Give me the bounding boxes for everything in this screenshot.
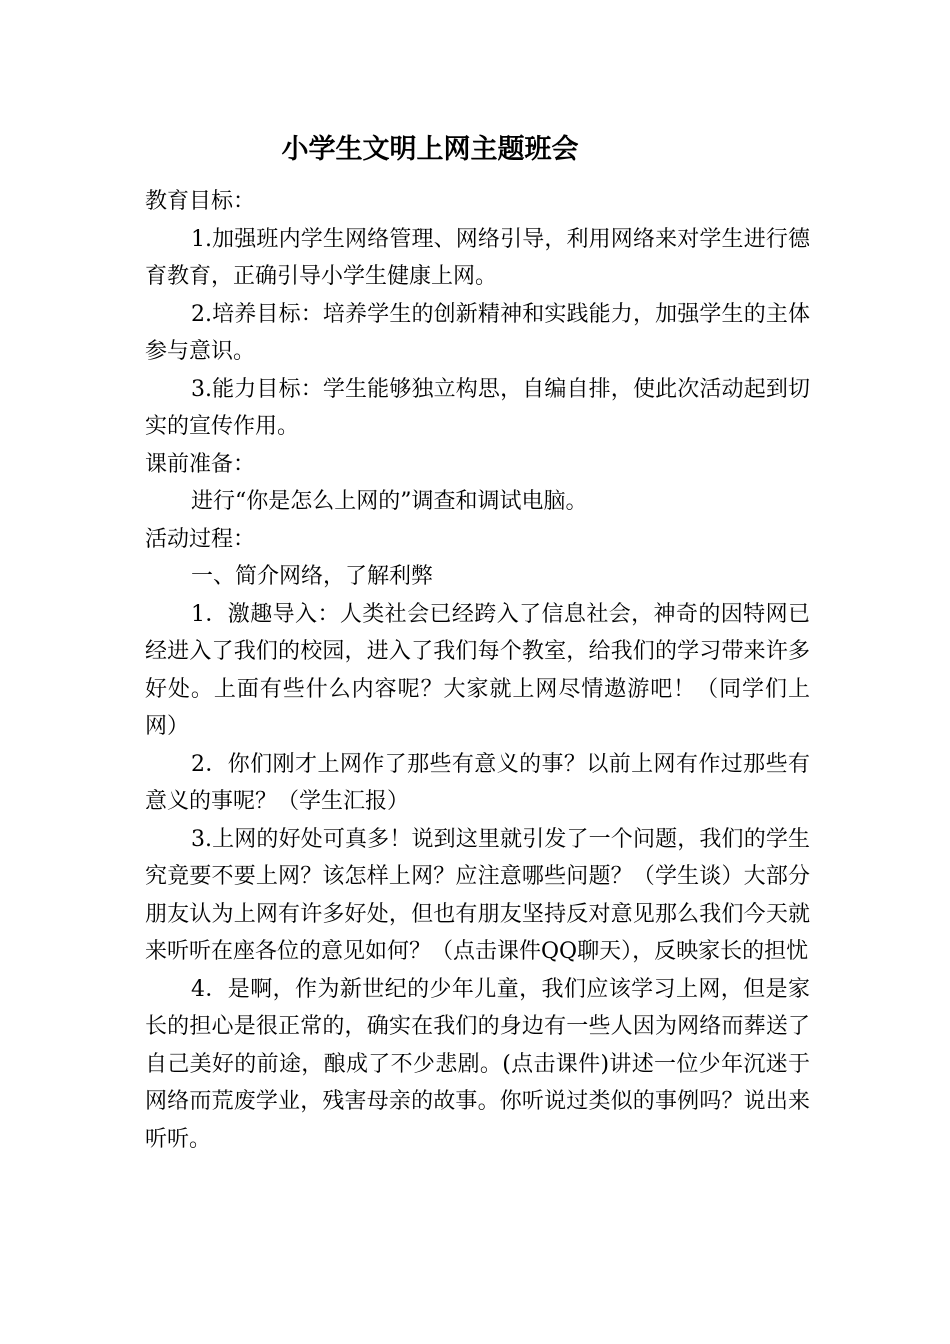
paragraph-step-1: 1．激趣导入：人类社会已经跨入了信息社会，神奇的因特网已经进入了我们的校园，进入了我们每个教室，给我们的学习带来许多好处。上面有些什么内容呢？大家就上网尽情遨游吧！（同学们上网）: [145, 601, 810, 739]
paragraph-objective-2: 2.培养目标：培养学生的创新精神和实践能力，加强学生的主体参与意识。: [145, 301, 810, 364]
paragraph-objective-1: 1.加强班内学生网络管理、网络引导，利用网络来对学生进行德育教育，正确引导小学生健康上网。: [145, 226, 810, 289]
paragraph-heading-preparation: 课前准备：: [145, 451, 256, 477]
paragraph-step-3: 3.上网的好处可真多！说到这里就引发了一个问题，我们的学生究竟要不要上网？该怎样上网？应注意哪些问题？（学生谈）大部分朋友认为上网有许多好处，但也有朋友坚持反对意见那么我们今天就来听听在座各位的意见如何？（点击课件QQ聊天），反映家长的担忧: [145, 826, 810, 964]
document-body: [145, 183, 810, 1158]
paragraph-step-2: 2．你们刚才上网作了那些有意义的事？以前上网有作过那些有意义的事呢？（学生汇报）: [145, 751, 810, 814]
paragraph-preparation: 进行“你是怎么上网的”调查和调试电脑。: [191, 489, 588, 514]
paragraph-heading-objectives: 教育目标：: [145, 189, 256, 214]
paragraph-section-1-heading: 一、简介网络，了解利弊: [191, 564, 434, 589]
document-title: 小学生文明上网主题班会: [281, 134, 579, 165]
paragraph-heading-process: 活动过程：: [145, 526, 256, 552]
paragraph-objective-3: 3.能力目标：学生能够独立构思，自编自排，使此次活动起到切实的宣传作用。: [145, 376, 810, 439]
paragraph-step-4: 4．是啊，作为新世纪的少年儿童，我们应该学习上网，但是家长的担心是很正常的，确实在我们的身边有一些人因为网络而葬送了自己美好的前途，酿成了不少悲剧。(点击课件)讲述一位少年沉迷于网络而荒废学业，残害母亲的故事。你听说过类似的事例吗？说出来听听。: [145, 976, 810, 1152]
